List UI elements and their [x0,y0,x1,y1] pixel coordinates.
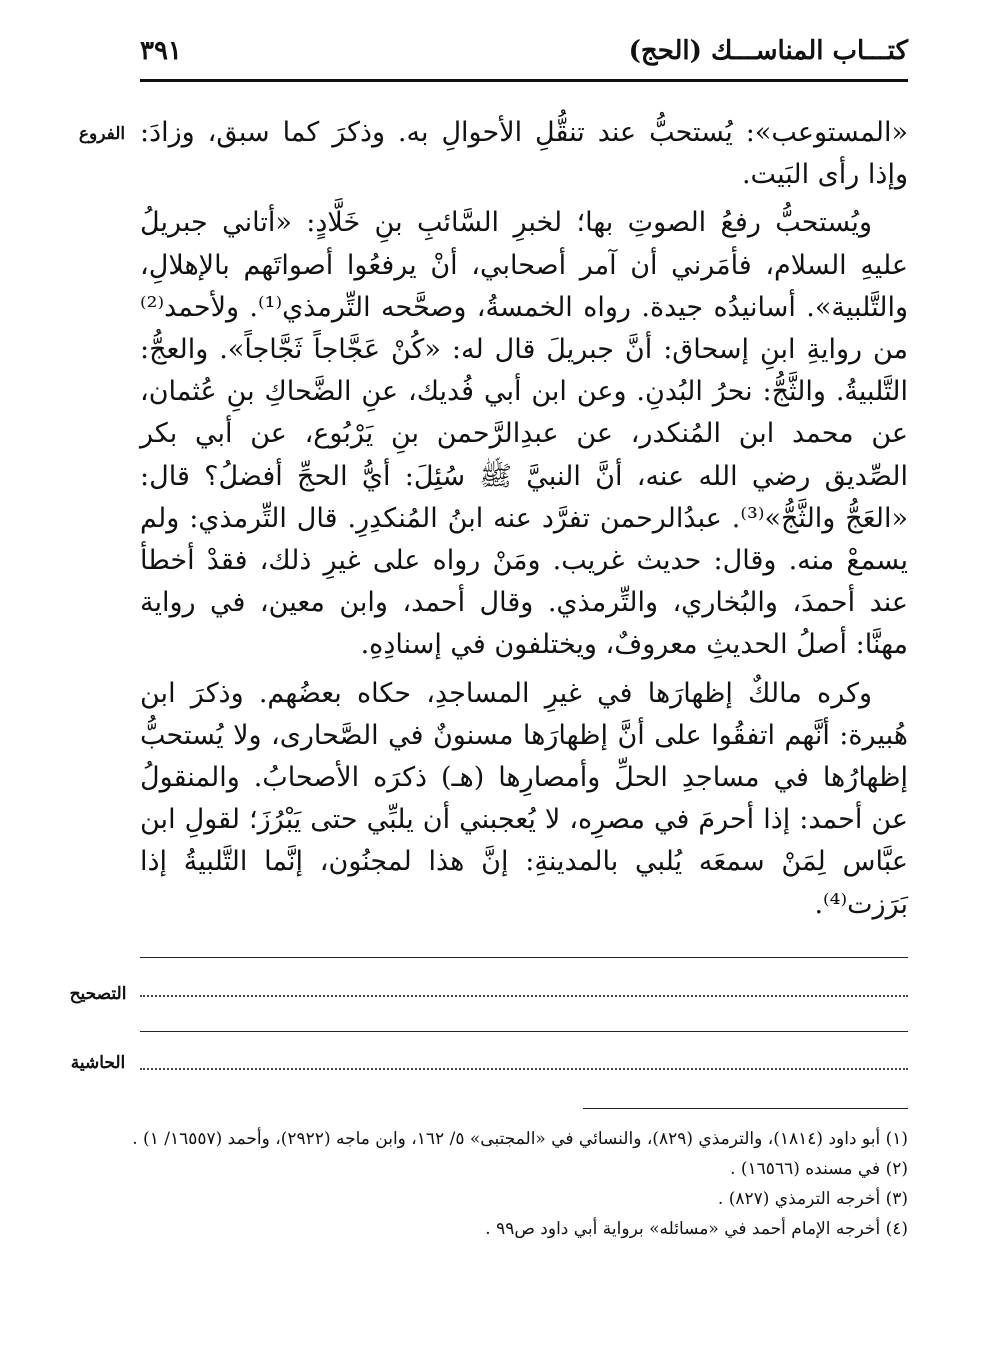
header-rule [140,79,908,82]
hashiya-dotted-line [140,1068,908,1070]
footnote-rule [583,1108,908,1109]
body-paragraph: «المستوعب»: يُستحبُّ عند تنقُّلِ الأحوالِ به. وذكرَ كما سبق، وزادَ: وإذا رأى البَيت. [140,117,908,191]
main-text [140,112,908,926]
footnote: (٣) أخرجه الترمذي (٨٢٧) . [717,1189,908,1209]
tashih-dotted-line [140,995,908,997]
body-paragraph: ويُستحبُّ رفعُ الصوتِ بها؛ لخبرِ السَّائبِ بنِ خَلَّادٍ: «أتاني جبريلُ عليهِ السلام، فأمَرني أن آمر أصحابي، أنْ يرفعُوا أصواتَهم بالإهلالِ، والتَّلبية». أسانيدُه جيدة. رواه الخمسةُ، وصحَّحه التِّرمذي⁽¹⁾. ولأحمد⁽²⁾ من روايةِ ابنِ إسحاق: أنَّ جبريلَ قال له: «كُنْ عَجَّاجاً ثَجَّاجاً». والعجُّ: التَّلبيةُ. والثَّجُّ: نحرُ البُدنِ. وعن ابن أبي فُديك، عنِ الضَّحاكِ بنِ عُثمان، عن محمد ابن المُنكدر، عن عبدِالرَّحمن بنِ يَرْبُوع، عن أبي بكر الصِّديق رضي الله عنه، أنَّ النبيَّ ﷺ سُئِلَ: أيُّ الحجِّ أفضلُ؟ قال: «العَجُّ والثَّجُّ»⁽³⁾. عبدُالرحمن تفرَّد عنه ابنُ المُنكدِرِ. قال التِّرمذي: ولم يسمعْ منه. وقال: حديث غريب. ومَنْ رواه على غيرِ ذلك، فقدْ أخطأ عند أحمدَ، والبُخاري، والتِّرمذي. وقال أحمد، وابن معين، في رواية مهنَّا: أصلُ الحديثِ معروفٌ، ويختلفون في إسنادِهِ. [140,207,908,661]
section-rule [140,957,908,958]
chapter-title: كتـــاب المناســـك (الحج) [628,36,908,66]
margin-label-tashih: التصحيح [69,984,127,1004]
margin-label-hashiya: الحاشية [70,1053,126,1073]
body-paragraph: وكره مالكٌ إظهارَها في غيرِ المساجدِ، حكاه بعضُهم. وذكرَ ابن هُبيرة: أنَّهم اتفقُوا على أنَّ إظهارَها مسنونٌ في الصَّحارى، ولا يُستحبُّ إظهارُها في مساجدِ الحلِّ وأمصارِها (هـ) ذكرَه الأصحابُ. والمنقولُ عن أحمد: إذا أحرمَ في مصرِه، لا يُعجبني أن يلبِّي حتى يَبْرُزَ؛ لقولِ ابن عبَّاس لِمَنْ سمعَه يُلبي بالمدينةِ: إنَّ هذا لمجنُون، إنَّما التَّلبيةُ إذا بَرَزت⁽⁴⁾. [140,677,908,920]
footnotes [132,1124,908,1244]
section-rule [140,1031,908,1032]
footnote: (٤) أخرجه الإمام أحمد في «مسائله» برواية أبي داود ص٩٩ . [485,1219,908,1239]
margin-label-alfuru: الفروع [78,124,126,144]
footnote: (١) أبو داود (١٨١٤)، والترمذي (٨٢٩)، والنسائي في «المجتبى» ٥/ ١٦٢، وابن ماجه (٢٩٢٢)، وأحمد (١٦٥٥٧/ ١) . [132,1129,908,1149]
footnote: (٢) في مسنده (١٦٥٦٦) . [730,1159,908,1179]
running-header [140,36,908,76]
page-number: ٣٩١ [140,36,182,66]
